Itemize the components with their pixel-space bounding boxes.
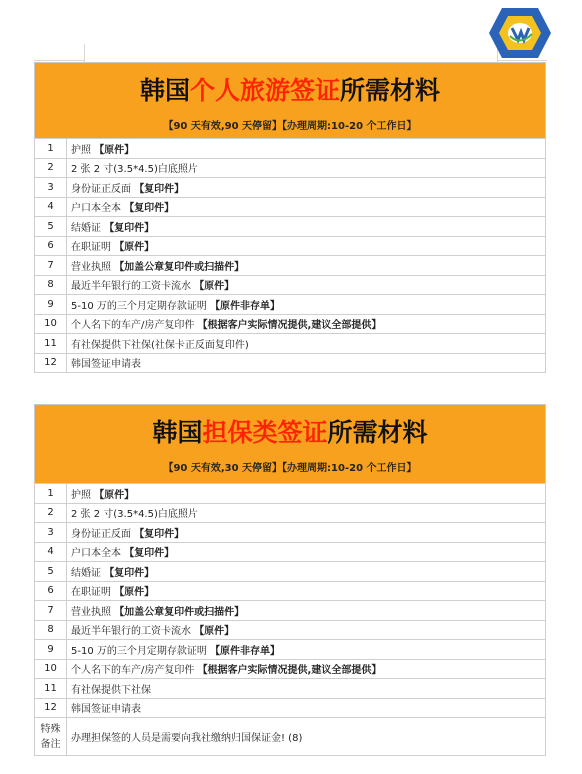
row-content (67, 484, 546, 504)
item-text: 有社保提供下社保 (71, 684, 151, 696)
item-requirement: 【原件非存单】 (210, 645, 281, 657)
row-content (67, 620, 546, 640)
item-text: 护照 (71, 489, 95, 501)
title-suffix: 所需材料 (327, 418, 428, 447)
table-row (35, 139, 546, 159)
row-number: 11 (35, 334, 67, 354)
item-requirement: 【复印件】 (124, 548, 175, 560)
table-row (35, 542, 546, 562)
table-row (35, 484, 546, 504)
page-guide-line (497, 60, 547, 61)
row-number: 5 (35, 217, 67, 237)
row-content (67, 217, 546, 237)
item-requirement: 【原件】 (94, 489, 135, 501)
note-text: 办理担保签的人员是需要向我社缴纳归国保证金! (8) (67, 718, 546, 756)
row-content (67, 640, 546, 660)
item-text: 个人名下的车产/房产复印件 (71, 665, 198, 677)
table-row (35, 353, 546, 373)
materials-table (34, 138, 546, 373)
row-number: 5 (35, 562, 67, 582)
row-number: 1 (35, 484, 67, 504)
item-requirement: 【复印件】 (124, 203, 175, 215)
table-row (35, 698, 546, 718)
row-content (67, 601, 546, 621)
row-number: 9 (35, 295, 67, 315)
table-row (35, 314, 546, 334)
table-row (35, 275, 546, 295)
item-text: 韩国签证申请表 (71, 359, 141, 371)
row-content (67, 275, 546, 295)
section-title (35, 405, 545, 445)
table-row (35, 236, 546, 256)
row-number: 6 (35, 236, 67, 256)
table-row (35, 334, 546, 354)
item-requirement: 【原件】 (194, 626, 235, 638)
item-text: 在职证明 (71, 242, 115, 254)
row-number: 10 (35, 314, 67, 334)
row-number: 12 (35, 353, 67, 373)
row-content (67, 197, 546, 217)
item-text: 有社保提供下社保(社保卡正反面复印件) (71, 339, 249, 351)
section-subtitle: 【90 天有效,30 天停留】【办理周期:10-20 个工作日】 (163, 463, 417, 474)
title-highlight: 个人旅游签证 (189, 76, 340, 105)
table-row (35, 581, 546, 601)
table-row (35, 256, 546, 276)
item-text: 营业执照 (71, 261, 115, 273)
item-requirement: 【根据客户实际情况提供,建议全部提供】 (197, 320, 382, 332)
item-text: 韩国签证申请表 (71, 704, 141, 716)
item-text: 结婚证 (71, 567, 105, 579)
item-requirement: 【原件】 (194, 281, 235, 293)
table-row (35, 178, 546, 198)
table-row (35, 295, 546, 315)
row-content (67, 178, 546, 198)
item-requirement: 【复印件】 (134, 528, 185, 540)
item-text: 户口本全本 (71, 203, 125, 215)
row-content (67, 679, 546, 699)
row-number: 7 (35, 601, 67, 621)
item-text: 最近半年银行的工资卡流水 (71, 281, 195, 293)
row-content (67, 334, 546, 354)
section-title (35, 63, 545, 103)
row-number: 12 (35, 698, 67, 718)
item-text: 5-10 万的三个月定期存款证明 (71, 645, 211, 657)
table-row (35, 640, 546, 660)
item-requirement: 【复印件】 (104, 567, 155, 579)
item-text: 身份证正反面 (71, 528, 135, 540)
visa-section-personal-travel (34, 62, 546, 373)
title-prefix: 韩国 (152, 418, 203, 447)
table-row (35, 679, 546, 699)
table-row (35, 197, 546, 217)
section-banner (34, 62, 546, 138)
table-row (35, 217, 546, 237)
row-content (67, 314, 546, 334)
note-label (35, 718, 67, 756)
item-requirement: 【根据客户实际情况提供,建议全部提供】 (197, 665, 382, 677)
row-number: 4 (35, 542, 67, 562)
row-number: 9 (35, 640, 67, 660)
item-requirement: 【原件】 (114, 242, 155, 254)
row-content (67, 353, 546, 373)
item-text: 5-10 万的三个月定期存款证明 (71, 300, 211, 312)
materials-table (34, 483, 546, 756)
row-number: 2 (35, 503, 67, 523)
row-number: 8 (35, 620, 67, 640)
note-label-line: 特殊 (40, 723, 61, 735)
row-number: 7 (35, 256, 67, 276)
item-text: 在职证明 (71, 587, 115, 599)
row-number: 1 (35, 139, 67, 159)
row-content (67, 542, 546, 562)
section-subtitle: 【90 天有效,90 天停留】【办理周期:10-20 个工作日】 (163, 121, 417, 132)
item-text: 2 张 2 寸(3.5*4.5)白底照片 (71, 164, 198, 176)
row-number: 3 (35, 178, 67, 198)
row-content (67, 236, 546, 256)
item-text: 营业执照 (71, 606, 115, 618)
item-requirement: 【复印件】 (134, 183, 185, 195)
row-content (67, 562, 546, 582)
title-suffix: 所需材料 (340, 76, 441, 105)
note-row (35, 718, 546, 756)
row-number: 4 (35, 197, 67, 217)
table-row (35, 659, 546, 679)
item-text: 个人名下的车产/房产复印件 (71, 320, 198, 332)
row-number: 10 (35, 659, 67, 679)
table-row (35, 523, 546, 543)
item-text: 护照 (71, 144, 95, 156)
item-requirement: 【加盖公章复印件或扫描件】 (114, 606, 245, 618)
table-row (35, 620, 546, 640)
title-prefix: 韩国 (139, 76, 190, 105)
item-requirement: 【原件】 (94, 144, 135, 156)
section-banner (34, 404, 546, 483)
note-label-line: 备注 (40, 738, 61, 750)
table-row (35, 601, 546, 621)
row-number: 6 (35, 581, 67, 601)
table-row (35, 562, 546, 582)
row-content (67, 698, 546, 718)
row-content (67, 295, 546, 315)
row-content (67, 659, 546, 679)
row-content (67, 503, 546, 523)
item-text: 2 张 2 寸(3.5*4.5)白底照片 (71, 509, 198, 521)
page-guide-line (34, 60, 85, 61)
item-requirement: 【原件】 (114, 587, 155, 599)
item-text: 身份证正反面 (71, 183, 135, 195)
row-content (67, 523, 546, 543)
row-content (67, 581, 546, 601)
row-content (67, 256, 546, 276)
item-text: 户口本全本 (71, 548, 125, 560)
item-requirement: 【原件非存单】 (210, 300, 281, 312)
row-number: 11 (35, 679, 67, 699)
visa-section-guarantee (34, 404, 546, 756)
row-number: 8 (35, 275, 67, 295)
item-requirement: 【加盖公章复印件或扫描件】 (114, 261, 245, 273)
company-logo-icon (488, 6, 552, 60)
row-number: 3 (35, 523, 67, 543)
item-text: 最近半年银行的工资卡流水 (71, 626, 195, 638)
title-highlight: 担保类签证 (202, 418, 328, 447)
item-requirement: 【复印件】 (104, 222, 155, 234)
row-content (67, 158, 546, 178)
table-row (35, 503, 546, 523)
table-row (35, 158, 546, 178)
row-content (67, 139, 546, 159)
item-text: 结婚证 (71, 222, 105, 234)
row-number: 2 (35, 158, 67, 178)
